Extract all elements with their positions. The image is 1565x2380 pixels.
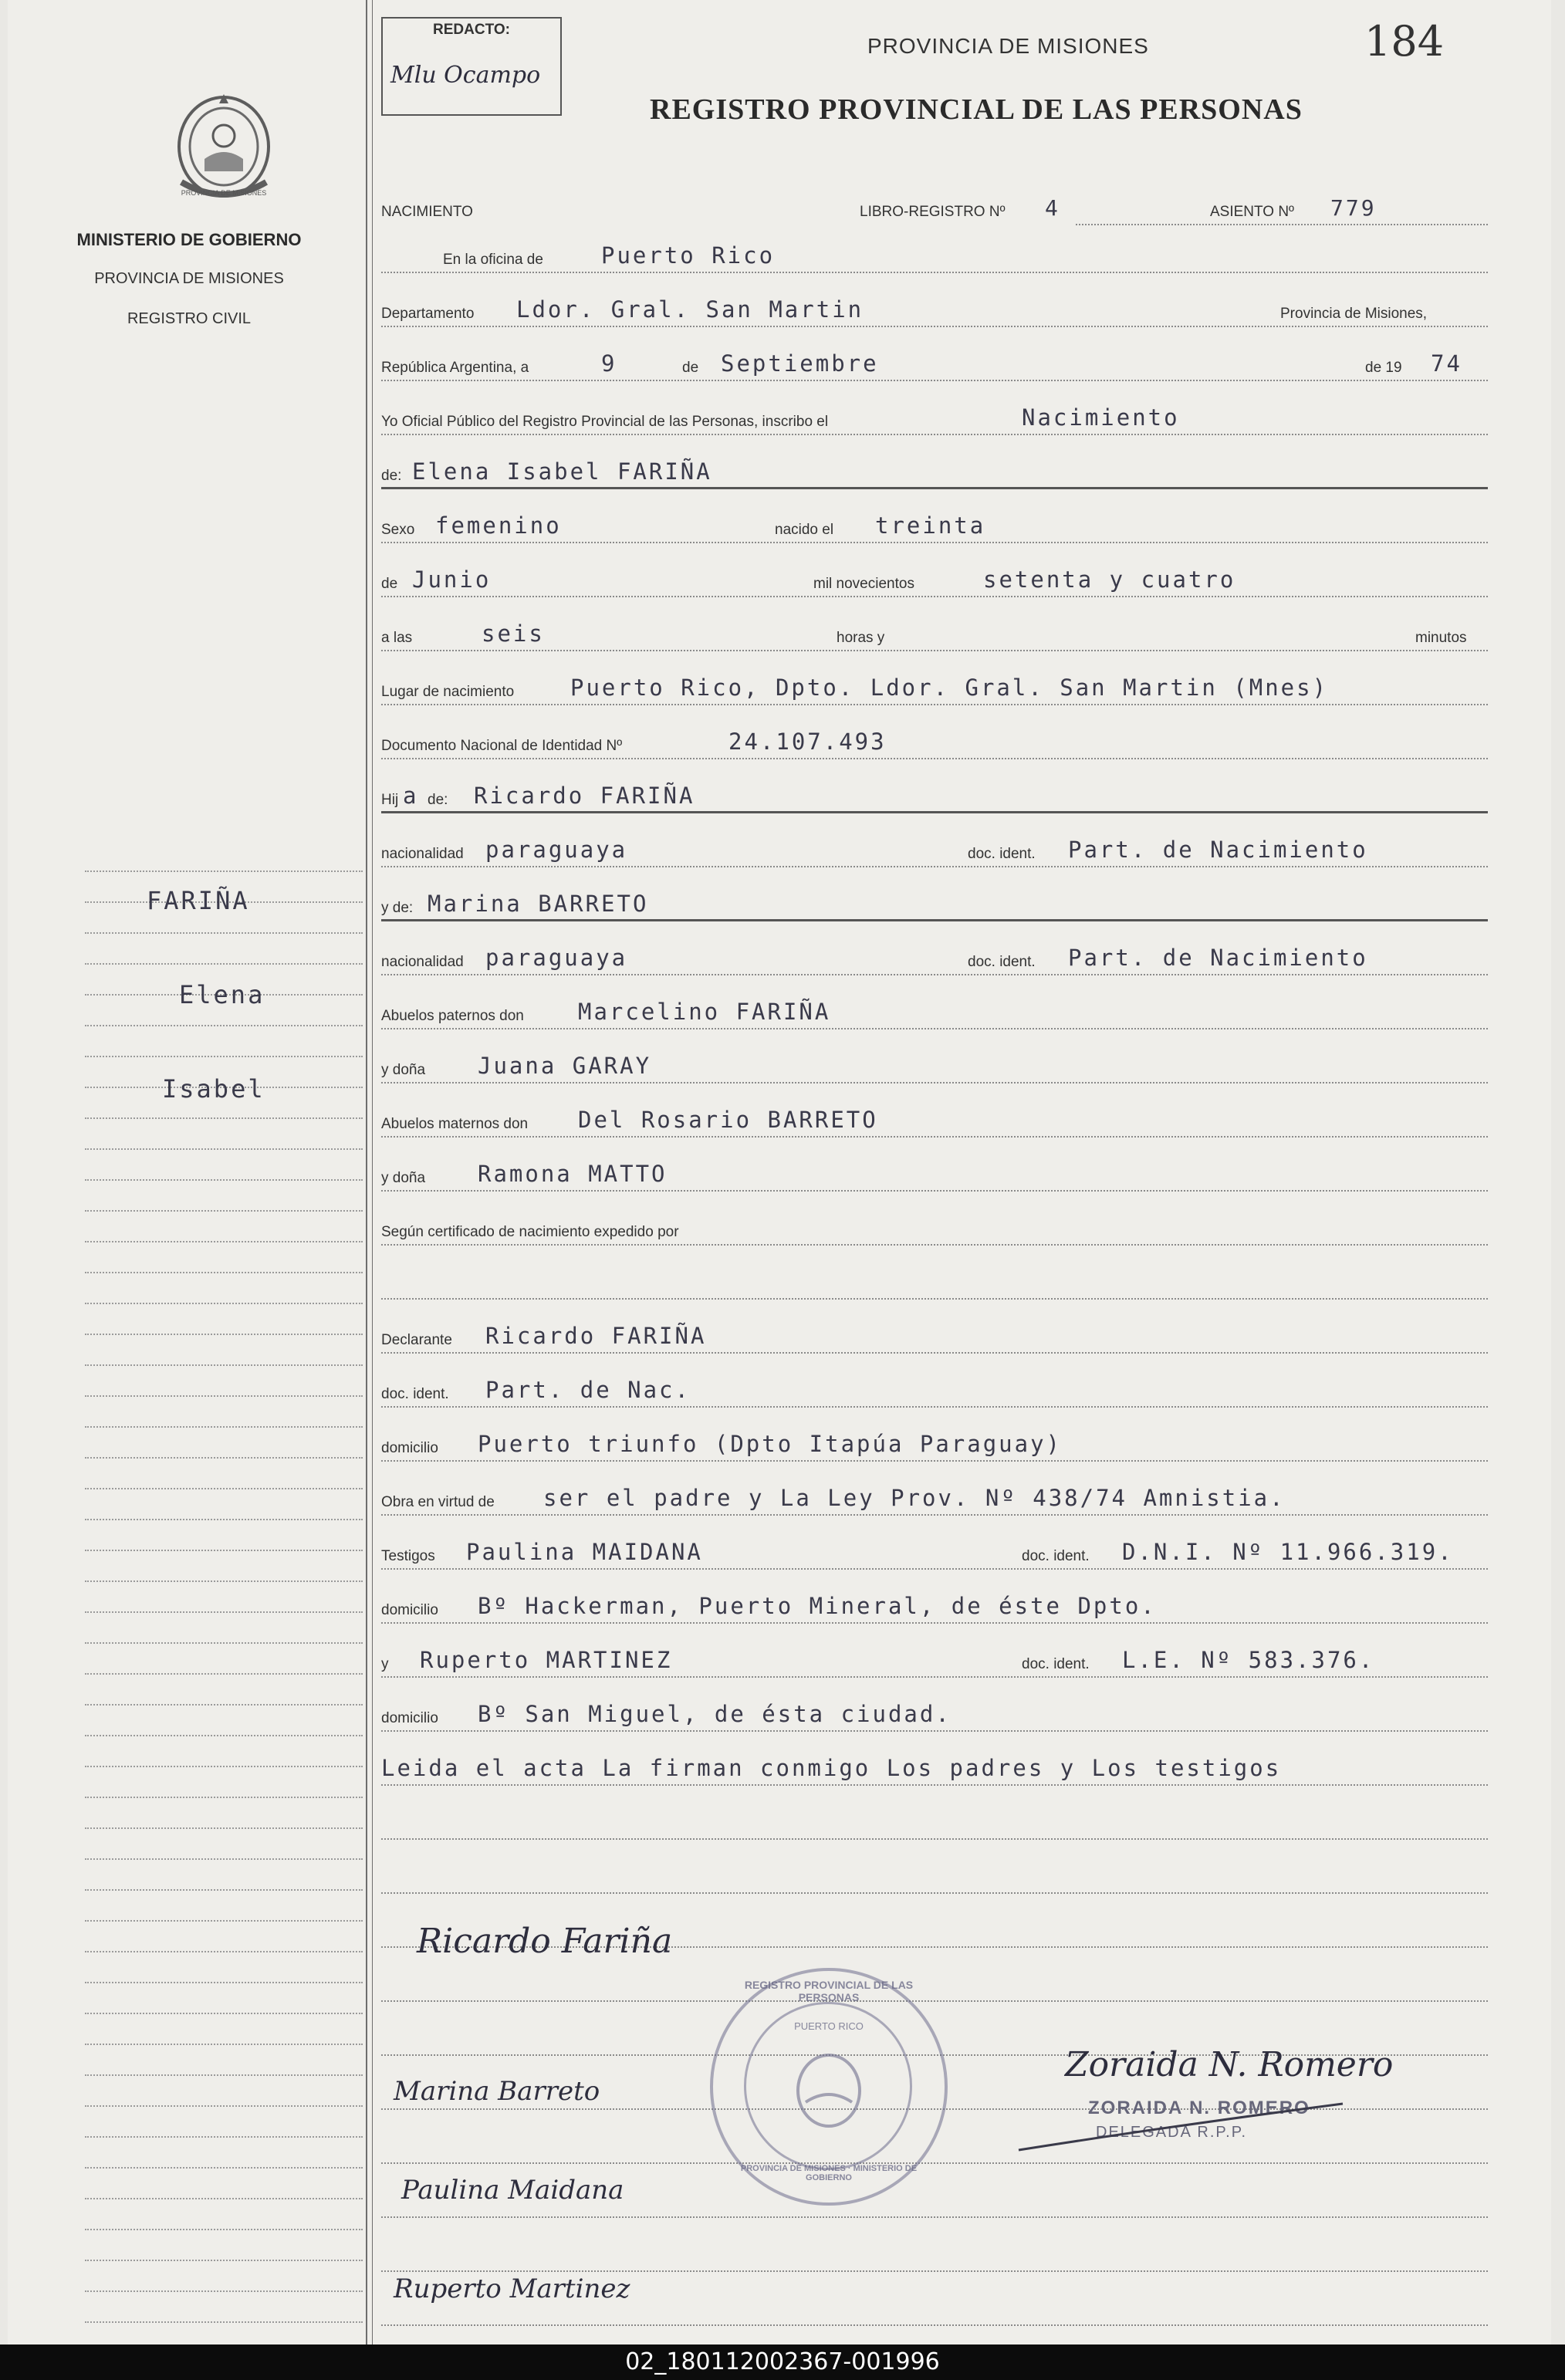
margin-dotted-line bbox=[85, 2229, 363, 2230]
form-row-line bbox=[381, 1190, 1488, 1192]
margin-dotted-line bbox=[85, 1426, 363, 1428]
abuelos-pat-label: Abuelos paternos don bbox=[381, 1008, 524, 1024]
form-row bbox=[381, 1860, 1488, 1898]
form-row bbox=[381, 1428, 1488, 1466]
form-row-line bbox=[381, 1352, 1488, 1354]
form-row-line bbox=[381, 650, 1488, 651]
asiento-label: ASIENTO Nº bbox=[1210, 204, 1294, 220]
official-stamp-role: DELEGADA R.P.P. bbox=[1096, 2124, 1248, 2141]
form-row bbox=[381, 833, 1488, 872]
form-row-line bbox=[381, 2270, 1488, 2272]
domicilio3-value: Bº San Miguel, de ésta ciudad. bbox=[478, 1701, 952, 1727]
doc-decl-value: Part. de Nac. bbox=[485, 1377, 691, 1403]
form-row bbox=[381, 239, 1488, 278]
margin-dotted-line bbox=[85, 1241, 363, 1242]
stamp-emblem-icon bbox=[786, 2048, 871, 2133]
margin-dotted-line bbox=[85, 1611, 363, 1613]
form-row bbox=[381, 1644, 1488, 1682]
file-id-footer: 02_180112002367-001996 bbox=[0, 2345, 1565, 2380]
margin-dotted-line bbox=[85, 1303, 363, 1304]
margin-rule-left bbox=[366, 0, 367, 2345]
doc-t1-value: D.N.I. Nº 11.966.319. bbox=[1122, 1539, 1454, 1565]
form-row bbox=[381, 1482, 1488, 1520]
margin-dotted-line bbox=[85, 1179, 363, 1181]
lugar-label: Lugar de nacimiento bbox=[381, 684, 515, 700]
margin-dotted-line bbox=[85, 1797, 363, 1798]
domicilio2-label: domicilio bbox=[381, 1602, 438, 1618]
margin-dotted-line bbox=[85, 1364, 363, 1366]
cierre-value: Leida el acta La firman conmigo Los padres y Los testigos bbox=[381, 1755, 1282, 1781]
ministry-title: MINISTERIO DE GOBIERNO bbox=[76, 230, 302, 249]
form-row-line bbox=[381, 1676, 1488, 1678]
madre-label: y de: bbox=[381, 900, 414, 916]
margin-first-name: Elena bbox=[179, 980, 265, 1009]
signature-ricardo: Ricardo Fariña bbox=[417, 1922, 673, 1961]
form-row-line bbox=[381, 1136, 1488, 1138]
minutos-label: minutos bbox=[1415, 630, 1467, 646]
registry-stamp bbox=[710, 1968, 948, 2206]
doc2-label: doc. ident. bbox=[968, 954, 1036, 970]
form-row-line bbox=[381, 1028, 1488, 1029]
form-row bbox=[381, 293, 1488, 332]
hij-suffix: a bbox=[403, 783, 419, 809]
departamento-label: Departamento bbox=[381, 306, 475, 322]
form-row-line bbox=[381, 1568, 1488, 1570]
form-row-line bbox=[381, 272, 1488, 273]
form-row bbox=[381, 1698, 1488, 1736]
dona-pat-label: y doña bbox=[381, 1062, 426, 1078]
nac-mes-value: Junio bbox=[412, 566, 492, 593]
form-row bbox=[381, 1752, 1488, 1790]
margin-dotted-line bbox=[85, 1673, 363, 1675]
margin-dotted-line bbox=[85, 1982, 363, 1983]
obra-label: Obra en virtud de bbox=[381, 1494, 495, 1510]
margin-dotted-line bbox=[85, 1550, 363, 1551]
form-row-line bbox=[381, 2000, 1488, 2002]
nac-anio-value: setenta y cuatro bbox=[983, 566, 1236, 593]
form-row-line bbox=[381, 919, 1488, 921]
margin-dotted-line bbox=[85, 2321, 363, 2323]
margin-dotted-line bbox=[85, 1457, 363, 1459]
de-nombre-label: de: bbox=[381, 468, 402, 484]
lugar-value: Puerto Rico, Dpto. Ldor. Gral. San Martin (Mnes) bbox=[570, 674, 1329, 701]
form-row bbox=[381, 942, 1488, 980]
margin-dotted-line bbox=[85, 2136, 363, 2138]
form-row-line bbox=[381, 434, 1488, 435]
doc-decl-label: doc. ident. bbox=[381, 1386, 449, 1402]
margin-dotted-line bbox=[85, 1580, 363, 1582]
form-row bbox=[381, 725, 1488, 764]
form-row bbox=[381, 347, 1488, 386]
form-row bbox=[381, 509, 1488, 548]
margin-dotted-line bbox=[85, 1858, 363, 1860]
doc2-value: Part. de Nacimiento bbox=[1068, 945, 1368, 971]
margin-dotted-line bbox=[85, 932, 363, 934]
domicilio1-label: domicilio bbox=[381, 1440, 438, 1456]
testigo2-value: Ruperto MARTINEZ bbox=[420, 1647, 673, 1673]
stamp-bottom-text: PROVINCIA DE MISIONES · MINISTERIO DE GOBIERNO bbox=[740, 2164, 918, 2182]
sexo-label: Sexo bbox=[381, 522, 415, 538]
form-row bbox=[381, 996, 1488, 1034]
form-row-line bbox=[381, 1082, 1488, 1084]
dni-value: 24.107.493 bbox=[728, 729, 887, 755]
margin-dotted-line bbox=[85, 1117, 363, 1119]
ministry-registry: REGISTRO CIVIL bbox=[127, 310, 252, 327]
doc1-label: doc. ident. bbox=[968, 846, 1036, 862]
dona-mat-label: y doña bbox=[381, 1170, 426, 1186]
departamento-value: Ldor. Gral. San Martin bbox=[516, 296, 864, 323]
margin-second-name: Isabel bbox=[162, 1074, 265, 1104]
libro-value: 4 bbox=[1045, 195, 1060, 221]
oficina-value: Puerto Rico bbox=[601, 242, 776, 269]
margin-dotted-line bbox=[85, 1395, 363, 1397]
anio-label: de 19 bbox=[1365, 360, 1402, 376]
form-row-line bbox=[381, 1460, 1488, 1462]
form-row-line bbox=[381, 974, 1488, 975]
nac1-value: paraguaya bbox=[485, 837, 628, 863]
form-row bbox=[381, 1374, 1488, 1412]
margin-dotted-line bbox=[85, 2105, 363, 2107]
mil-label: mil novecientos bbox=[813, 576, 914, 592]
nac2-label: nacionalidad bbox=[381, 954, 464, 970]
doc-t2-value: L.E. Nº 583.376. bbox=[1122, 1647, 1375, 1673]
oficina-label: En la oficina de bbox=[443, 252, 543, 268]
form-row bbox=[381, 1536, 1488, 1574]
doc1-value: Part. de Nacimiento bbox=[1068, 837, 1368, 863]
form-row-line bbox=[381, 1514, 1488, 1516]
margin-dotted-line bbox=[85, 1488, 363, 1489]
margin-surname: FARIÑA bbox=[147, 886, 250, 915]
margin-dotted-line bbox=[85, 1025, 363, 1026]
mes-value: Septiembre bbox=[721, 350, 879, 377]
form-row bbox=[381, 1104, 1488, 1142]
form-row bbox=[381, 1320, 1488, 1358]
abuelo-mat-value: Del Rosario BARRETO bbox=[578, 1107, 878, 1133]
margin-rule-right bbox=[372, 0, 373, 2345]
nac1-label: nacionalidad bbox=[381, 846, 464, 862]
form-row-line bbox=[381, 1406, 1488, 1408]
de-label: de bbox=[682, 360, 699, 376]
dni-label: Documento Nacional de Identidad Nº bbox=[381, 738, 623, 754]
redacto-signature: Mlu Ocampo bbox=[390, 62, 541, 89]
signature-official: Zoraida N. Romero bbox=[1065, 2045, 1394, 2084]
madre-value: Marina BARRETO bbox=[428, 891, 649, 917]
form-row bbox=[381, 2238, 1488, 2277]
abuelo-pat-value: Marcelino FARIÑA bbox=[578, 999, 831, 1025]
margin-dotted-line bbox=[85, 1642, 363, 1644]
margin-dotted-line bbox=[85, 1519, 363, 1520]
domicilio1-value: Puerto triunfo (Dpto Itapúa Paraguay) bbox=[478, 1431, 1063, 1457]
margin-dotted-line bbox=[85, 1334, 363, 1335]
hora-value: seis bbox=[482, 620, 545, 647]
margin-dotted-line bbox=[85, 1827, 363, 1829]
form-row-line bbox=[381, 380, 1488, 381]
form-row bbox=[381, 671, 1488, 710]
margin-dotted-line bbox=[85, 1148, 363, 1150]
redacto-box bbox=[381, 17, 562, 116]
left-column bbox=[8, 0, 370, 2345]
de-mes-label: de bbox=[381, 576, 398, 592]
sexo-value: femenino bbox=[435, 512, 562, 539]
abuela-mat-value: Ramona MATTO bbox=[478, 1161, 668, 1187]
form-row-line bbox=[381, 1730, 1488, 1732]
margin-dotted-line bbox=[85, 1951, 363, 1952]
form-row-line bbox=[381, 704, 1488, 705]
signature-paulina: Paulina Maidana bbox=[401, 2175, 624, 2206]
stamp-ring-text: REGISTRO PROVINCIAL DE LAS PERSONAS bbox=[744, 1979, 914, 2003]
form-row bbox=[381, 1212, 1488, 1250]
libro-label: LIBRO-REGISTRO Nº bbox=[860, 204, 1006, 220]
margin-dotted-line bbox=[85, 2074, 363, 2076]
page-number: 184 bbox=[1364, 17, 1445, 66]
official-stamp-name: ZORAIDA N. ROMERO bbox=[1088, 2098, 1310, 2118]
record-header-dots bbox=[1076, 224, 1488, 225]
form-row bbox=[381, 401, 1488, 440]
margin-dotted-line bbox=[85, 1889, 363, 1891]
margin-dotted-line bbox=[85, 2044, 363, 2045]
margin-dotted-line bbox=[85, 1056, 363, 1057]
abuela-pat-value: Juana GARAY bbox=[478, 1053, 652, 1079]
form-row bbox=[381, 1968, 1488, 2006]
margin-dotted-line bbox=[85, 1920, 363, 1922]
oficial-value: Nacimiento bbox=[1022, 404, 1180, 431]
testigo1-value: Paulina MAIDANA bbox=[466, 1539, 703, 1565]
y-label: y bbox=[381, 1656, 389, 1672]
margin-dotted-line bbox=[85, 1735, 363, 1736]
margin-dotted-line bbox=[85, 1272, 363, 1273]
certificado-label: Según certificado de nacimiento expedido por bbox=[381, 1224, 679, 1240]
doc-t1-label: doc. ident. bbox=[1022, 1548, 1090, 1564]
form-row-line bbox=[381, 1838, 1488, 1840]
margin-dotted-line bbox=[85, 2260, 363, 2261]
republica-label: República Argentina, a bbox=[381, 360, 529, 376]
form-row-line bbox=[381, 596, 1488, 597]
form-row-line bbox=[381, 758, 1488, 759]
form-row bbox=[381, 1266, 1488, 1304]
margin-dotted-line bbox=[85, 963, 363, 965]
stamp-inner-text: PUERTO RICO bbox=[794, 2020, 864, 2032]
declarante-value: Ricardo FARIÑA bbox=[485, 1323, 707, 1349]
form-row-line bbox=[381, 1892, 1488, 1894]
record-type-label: NACIMIENTO bbox=[381, 204, 473, 220]
obra-value: ser el padre y La Ley Prov. Nº 438/74 Amnistia. bbox=[543, 1485, 1286, 1511]
seal-caption: PROVINCIA DE MISIONES bbox=[181, 189, 267, 197]
anio-value: 74 bbox=[1431, 350, 1462, 377]
margin-dotted-line bbox=[85, 1766, 363, 1767]
form-row-line bbox=[381, 1244, 1488, 1246]
form-row bbox=[381, 1806, 1488, 1844]
form-row-line bbox=[381, 542, 1488, 543]
record-header-row bbox=[381, 191, 1488, 230]
form-row-line bbox=[381, 1622, 1488, 1624]
doc-t2-label: doc. ident. bbox=[1022, 1656, 1090, 1672]
margin-dotted-line bbox=[85, 1210, 363, 1212]
redacto-label: REDACTO: bbox=[433, 22, 510, 38]
form-row-line bbox=[381, 2324, 1488, 2326]
asiento-value: 779 bbox=[1330, 195, 1377, 221]
form-row-line bbox=[381, 326, 1488, 327]
hora-label: horas y bbox=[837, 630, 885, 646]
oficial-label: Yo Oficial Público del Registro Provincial de las Personas, inscribo el bbox=[381, 414, 829, 430]
nac2-value: paraguaya bbox=[485, 945, 628, 971]
margin-dotted-line bbox=[85, 871, 363, 872]
margin-dotted-line bbox=[85, 2198, 363, 2199]
margin-dotted-line bbox=[85, 1704, 363, 1706]
form-row-line bbox=[381, 2216, 1488, 2218]
form-row bbox=[381, 1050, 1488, 1088]
padre-label: de: bbox=[428, 792, 448, 808]
form-row bbox=[381, 1590, 1488, 1628]
margin-dotted-line bbox=[85, 2013, 363, 2014]
form-row-line bbox=[381, 1784, 1488, 1786]
official-flourish-icon bbox=[1011, 2096, 1350, 2158]
form-row bbox=[381, 455, 1488, 494]
ministry-province: PROVINCIA DE MISIONES bbox=[94, 270, 284, 287]
form-row-line bbox=[381, 1298, 1488, 1300]
registry-title: REGISTRO PROVINCIAL DE LAS PERSONAS bbox=[650, 93, 1303, 126]
margin-dotted-line bbox=[85, 2290, 363, 2292]
form-row-line bbox=[381, 866, 1488, 867]
nacido-label: nacido el bbox=[775, 522, 834, 538]
dia-value: 9 bbox=[601, 350, 617, 377]
margin-dotted-line bbox=[85, 2167, 363, 2169]
domicilio2-value: Bº Hackerman, Puerto Mineral, de éste Dpto. bbox=[478, 1593, 1157, 1619]
testigos-label: Testigos bbox=[381, 1548, 435, 1564]
form-row bbox=[381, 563, 1488, 602]
form-row bbox=[381, 617, 1488, 656]
form-row bbox=[381, 887, 1488, 926]
nacido-value: treinta bbox=[875, 512, 986, 539]
form-row-line bbox=[381, 487, 1488, 489]
a-las-label: a las bbox=[381, 630, 413, 646]
form-row bbox=[381, 1158, 1488, 1196]
signature-ruperto: Ruperto Martinez bbox=[394, 2274, 630, 2304]
nombre-value: Elena Isabel FARIÑA bbox=[412, 458, 712, 485]
form-row bbox=[381, 779, 1488, 818]
abuelos-mat-label: Abuelos maternos don bbox=[381, 1116, 529, 1132]
domicilio3-label: domicilio bbox=[381, 1710, 438, 1726]
form-row-line bbox=[381, 811, 1488, 813]
hij-label: Hij bbox=[381, 792, 399, 808]
provincia-label: Provincia de Misiones, bbox=[1280, 306, 1428, 322]
province-header: PROVINCIA DE MISIONES bbox=[867, 34, 1149, 58]
signature-marina: Marina Barreto bbox=[394, 2076, 600, 2107]
declarante-label: Declarante bbox=[381, 1332, 452, 1348]
padre-value: Ricardo FARIÑA bbox=[474, 783, 695, 809]
